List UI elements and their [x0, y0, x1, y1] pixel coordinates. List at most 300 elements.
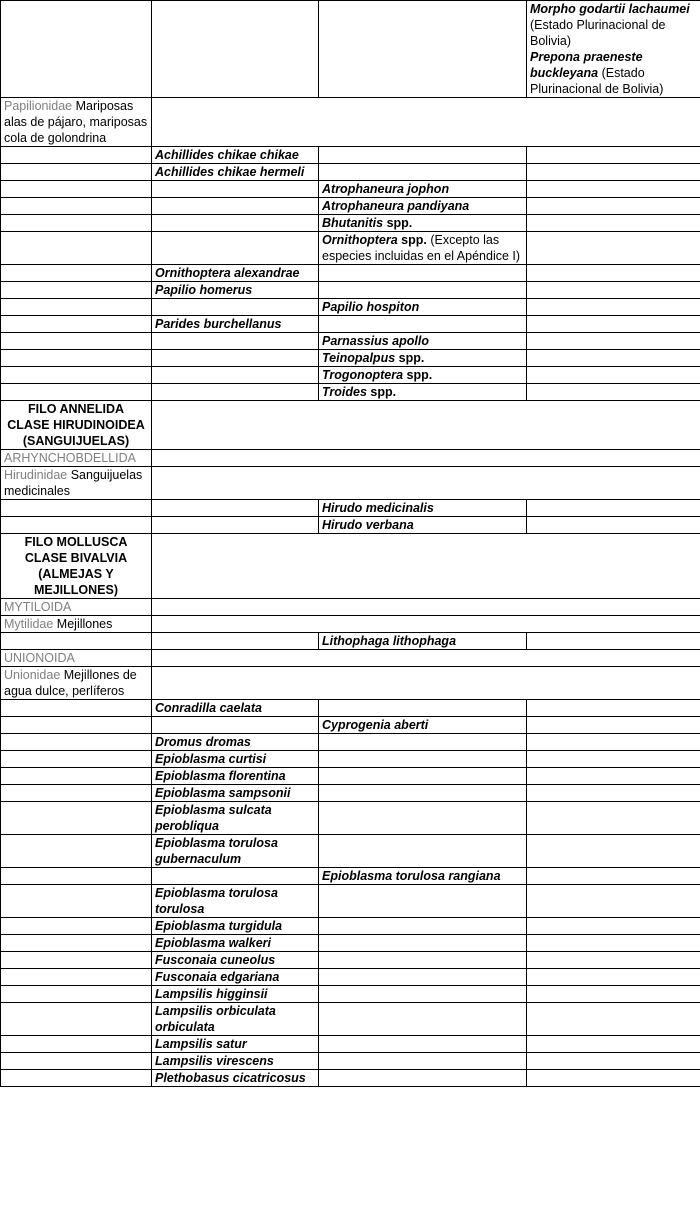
table-row	[1, 868, 700, 885]
merged-cell	[152, 667, 700, 700]
species-entry	[155, 802, 315, 834]
table-cell-col3	[319, 969, 527, 986]
table-row	[1, 500, 700, 517]
species-entry	[155, 885, 315, 917]
table-row	[1, 467, 700, 500]
table-row	[1, 969, 700, 986]
table-cell-col1	[1, 868, 152, 885]
table-cell-col2	[152, 265, 319, 282]
table-cell-col4	[527, 1070, 700, 1087]
table-cell-col3	[319, 802, 527, 835]
table-row	[1, 401, 700, 450]
table-cell-col1	[1, 700, 152, 717]
table-cell-col4	[527, 835, 700, 868]
table-cell-col1	[1, 785, 152, 802]
table-cell-col2	[152, 384, 319, 401]
table-cell-col3	[319, 868, 527, 885]
table-row	[1, 700, 700, 717]
table-cell-col2	[152, 215, 319, 232]
table-cell-col4	[527, 215, 700, 232]
table-row	[1, 802, 700, 835]
table-cell-col2	[152, 282, 319, 299]
table-cell-col1	[1, 969, 152, 986]
species-name: Parnassius apollo	[322, 334, 429, 348]
species-entry	[530, 1, 697, 49]
table-row	[1, 147, 700, 164]
order-cell: ARHYNCHOBDELLIDA	[1, 450, 152, 467]
species-annotation: spp.	[403, 368, 433, 382]
table-row	[1, 333, 700, 350]
species-entry	[322, 333, 523, 349]
table-cell-col2	[152, 717, 319, 734]
species-entry	[322, 717, 523, 733]
table-cell-col3	[319, 1070, 527, 1087]
table-row	[1, 316, 700, 333]
table-cell-col1	[1, 768, 152, 785]
species-entry	[155, 785, 315, 801]
species-name: Hirudo medicinalis	[322, 501, 434, 515]
table-row	[1, 650, 700, 667]
table-row	[1, 918, 700, 935]
table-cell-col4	[527, 1053, 700, 1070]
table-cell-col2	[152, 986, 319, 1003]
merged-cell	[152, 98, 700, 147]
table-cell-col3	[319, 633, 527, 650]
table-row	[1, 1, 700, 98]
species-name: Teinopalpus	[322, 351, 396, 365]
table-row	[1, 1070, 700, 1087]
table-cell-col2	[152, 1003, 319, 1036]
table-cell-col3	[319, 1036, 527, 1053]
table-cell-col2	[152, 198, 319, 215]
table-cell-col4	[527, 232, 700, 265]
species-entry	[155, 835, 315, 867]
species-entry	[322, 384, 523, 400]
table-cell-col1	[1, 918, 152, 935]
table-cell-col1	[1, 717, 152, 734]
table-row	[1, 952, 700, 969]
species-name: Papilio homerus	[155, 283, 253, 297]
table-cell-col4	[527, 384, 700, 401]
table-cell-col2	[152, 785, 319, 802]
table-cell-col3	[319, 717, 527, 734]
family-cell	[1, 98, 152, 147]
species-name: Epioblasma sulcata perobliqua	[155, 803, 272, 833]
table-row	[1, 616, 700, 633]
species-annotation: spp.	[383, 216, 413, 230]
table-cell-col1	[1, 1036, 152, 1053]
table-cell-col1	[1, 500, 152, 517]
table-row	[1, 367, 700, 384]
table-cell-col4	[527, 147, 700, 164]
table-cell-col4	[527, 717, 700, 734]
table-cell-col2	[152, 1, 319, 98]
phylum-class-heading: FILO MOLLUSCA CLASE BIVALVIA (ALMEJAS Y MEJILLONES)	[1, 534, 152, 599]
table-cell-col1	[1, 181, 152, 198]
table-cell-col2	[152, 935, 319, 952]
species-name: Bhutanitis	[322, 216, 384, 230]
species-entry	[322, 350, 523, 366]
species-entry	[155, 700, 315, 716]
table-row	[1, 885, 700, 918]
species-name: Epioblasma florentina	[155, 769, 286, 783]
merged-cell	[152, 467, 700, 500]
table-cell-col4	[527, 367, 700, 384]
family-cell	[1, 467, 152, 500]
table-cell-col4	[527, 935, 700, 952]
table-row	[1, 1053, 700, 1070]
family-name: Hirudinidae	[4, 468, 68, 482]
species-name: Ornithoptera alexandrae	[155, 266, 300, 280]
table-cell-col3	[319, 918, 527, 935]
table-cell-col4	[527, 198, 700, 215]
table-cell-col2	[152, 333, 319, 350]
table-row	[1, 835, 700, 868]
table-row	[1, 717, 700, 734]
table-row	[1, 164, 700, 181]
table-cell-col3	[319, 147, 527, 164]
table-cell-col1	[1, 751, 152, 768]
table-cell-col2	[152, 517, 319, 534]
species-name: Dromus dromas	[155, 735, 251, 749]
species-name: Lithophaga lithophaga	[322, 634, 457, 648]
table-cell-col1	[1, 265, 152, 282]
species-name: Epioblasma torulosa torulosa	[155, 886, 278, 916]
table-row	[1, 534, 700, 599]
table-cell-col2	[152, 918, 319, 935]
table-cell-col3	[319, 751, 527, 768]
table-cell-col2	[152, 768, 319, 785]
table-cell-col4	[527, 734, 700, 751]
table-cell-col3	[319, 333, 527, 350]
table-cell-col2	[152, 835, 319, 868]
species-entry	[155, 952, 315, 968]
table-row	[1, 734, 700, 751]
table-cell-col1	[1, 333, 152, 350]
species-name: Atrophaneura pandiyana	[322, 199, 470, 213]
table-cell-col2	[152, 952, 319, 969]
table-cell-col1	[1, 935, 152, 952]
species-entry	[155, 751, 315, 767]
merged-cell	[152, 616, 700, 633]
species-name: Papilio hospiton	[322, 300, 420, 314]
table-cell-col3	[319, 282, 527, 299]
table-cell-col4	[527, 1036, 700, 1053]
species-name: Plethobasus cicatricosus	[155, 1071, 306, 1085]
table-cell-col3	[319, 1053, 527, 1070]
table-cell-col1	[1, 1053, 152, 1070]
species-entry	[322, 181, 523, 197]
species-name: Lampsilis higginsii	[155, 987, 268, 1001]
merged-cell	[152, 450, 700, 467]
table-cell-col4	[527, 969, 700, 986]
species-annotation: (Estado Plurinacional de Bolivia)	[530, 18, 666, 48]
table-cell-col3	[319, 952, 527, 969]
table-cell-col2	[152, 1053, 319, 1070]
table-cell-col1	[1, 986, 152, 1003]
table-cell-col4	[527, 868, 700, 885]
table-row	[1, 633, 700, 650]
species-name: Cyprogenia aberti	[322, 718, 429, 732]
table-cell-col3	[319, 935, 527, 952]
table-row	[1, 517, 700, 534]
table-cell-col4	[527, 768, 700, 785]
species-entry	[155, 935, 315, 951]
table-row	[1, 282, 700, 299]
species-entry	[530, 49, 697, 97]
table-cell-col4	[527, 333, 700, 350]
table-cell-col1	[1, 1070, 152, 1087]
species-entry	[155, 969, 315, 985]
table-cell-col1	[1, 350, 152, 367]
table-cell-col2	[152, 316, 319, 333]
species-entry	[322, 517, 523, 533]
species-name: Lampsilis satur	[155, 1037, 247, 1051]
table-cell-col2	[152, 969, 319, 986]
species-entry	[322, 215, 523, 231]
table-cell-col3	[319, 181, 527, 198]
species-name: Prepona praeneste buckleyana	[530, 50, 643, 80]
species-name: Troides	[322, 385, 367, 399]
species-name: Epioblasma walkeri	[155, 936, 272, 950]
table-cell-col3	[319, 785, 527, 802]
table-cell-col3	[319, 1, 527, 98]
table-cell-col4	[527, 633, 700, 650]
species-annotation: spp.	[395, 351, 425, 365]
table-cell-col2	[152, 734, 319, 751]
table-cell-col4	[527, 918, 700, 935]
table-row	[1, 232, 700, 265]
table-cell-col1	[1, 734, 152, 751]
table-cell-col4	[527, 802, 700, 835]
family-cell	[1, 667, 152, 700]
table-cell-col1	[1, 367, 152, 384]
table-cell-col4	[527, 316, 700, 333]
species-entry	[155, 1003, 315, 1035]
table-cell-col3	[319, 885, 527, 918]
table-cell-col4	[527, 181, 700, 198]
table-cell-col4	[527, 517, 700, 534]
family-name: Papilionidae	[4, 99, 73, 113]
species-qualifier: spp.	[397, 233, 427, 247]
table-cell-col4	[527, 885, 700, 918]
table-cell-col1	[1, 282, 152, 299]
table-cell-col3	[319, 232, 527, 265]
species-name: Epioblasma turgidula	[155, 919, 283, 933]
species-entry	[322, 299, 523, 315]
species-entry	[322, 198, 523, 214]
species-name: Achillides chikae chikae	[155, 148, 299, 162]
table-cell-col1	[1, 1, 152, 98]
table-cell-col3	[319, 367, 527, 384]
table-cell-col2	[152, 700, 319, 717]
table-cell-col3	[319, 500, 527, 517]
table-cell-col2	[152, 633, 319, 650]
family-common-name: Mejillones	[53, 617, 113, 631]
table-cell-col4	[527, 282, 700, 299]
table-cell-col2	[152, 885, 319, 918]
table-cell-col3	[319, 1003, 527, 1036]
table-cell-col1	[1, 835, 152, 868]
table-row	[1, 1036, 700, 1053]
species-name: Achillides chikae hermeli	[155, 165, 305, 179]
species-name: Atrophaneura jophon	[322, 182, 450, 196]
family-name: Unionidae	[4, 668, 61, 682]
table-row	[1, 215, 700, 232]
species-table-body	[1, 1, 700, 1087]
table-cell-col2	[152, 299, 319, 316]
table-cell-col4	[527, 164, 700, 181]
species-name: Lampsilis virescens	[155, 1054, 274, 1068]
table-cell-col3	[319, 350, 527, 367]
table-row	[1, 599, 700, 616]
table-cell-col2	[152, 868, 319, 885]
table-cell-col1	[1, 198, 152, 215]
table-cell-col3	[319, 316, 527, 333]
merged-cell	[152, 599, 700, 616]
table-cell-col2	[152, 147, 319, 164]
table-cell-col3	[319, 734, 527, 751]
table-cell-col3	[319, 835, 527, 868]
species-name: Lampsilis orbiculata orbiculata	[155, 1004, 276, 1034]
table-cell-col4	[527, 986, 700, 1003]
table-cell-col1	[1, 517, 152, 534]
family-common-name: Mariposas alas de pájaro, mariposas cola de golondrina	[4, 99, 148, 145]
species-entry	[155, 265, 315, 281]
table-cell-col1	[1, 1003, 152, 1036]
table-cell-col1	[1, 952, 152, 969]
species-name: Epioblasma curtisi	[155, 752, 267, 766]
table-cell-col2	[152, 181, 319, 198]
table-cell-col3	[319, 986, 527, 1003]
table-cell-col3	[319, 517, 527, 534]
table-row	[1, 198, 700, 215]
species-name: Fusconaia edgariana	[155, 970, 280, 984]
table-row	[1, 450, 700, 467]
table-cell-col4	[527, 1003, 700, 1036]
table-cell-col2	[152, 751, 319, 768]
species-entry	[155, 734, 315, 750]
species-name: Epioblasma torulosa gubernaculum	[155, 836, 278, 866]
table-cell-col4	[527, 500, 700, 517]
species-name: Parides burchellanus	[155, 317, 282, 331]
species-name: Hirudo verbana	[322, 518, 414, 532]
species-name: Morpho godartii lachaumei	[530, 2, 690, 16]
table-cell-col2	[152, 164, 319, 181]
species-entry	[155, 316, 315, 332]
species-entry	[155, 768, 315, 784]
table-cell-col3	[319, 384, 527, 401]
table-cell-col3	[319, 299, 527, 316]
table-cell-col1	[1, 147, 152, 164]
table-cell-col4	[527, 952, 700, 969]
table-cell-col1	[1, 299, 152, 316]
species-name: Ornithoptera	[322, 233, 398, 247]
table-row	[1, 384, 700, 401]
table-cell-col1	[1, 215, 152, 232]
species-entry	[155, 986, 315, 1002]
table-row	[1, 299, 700, 316]
species-name: Epioblasma torulosa rangiana	[322, 869, 501, 883]
table-cell-col3	[319, 265, 527, 282]
table-cell-col2	[152, 367, 319, 384]
order-cell: UNIONOIDA	[1, 650, 152, 667]
family-cell	[1, 616, 152, 633]
table-cell-col1	[1, 232, 152, 265]
table-cell-col3	[319, 768, 527, 785]
species-entry	[155, 1036, 315, 1052]
table-cell-col3	[319, 164, 527, 181]
species-annotation: (Excepto las especies incluidas en el Apéndice I)	[322, 233, 521, 263]
merged-cell	[152, 650, 700, 667]
table-row	[1, 986, 700, 1003]
table-row	[1, 1003, 700, 1036]
table-cell-col4	[527, 751, 700, 768]
table-cell-col4	[527, 265, 700, 282]
species-entry	[322, 232, 523, 264]
phylum-class-heading: FILO ANNELIDA CLASE HIRUDINOIDEA (SANGUIJUELAS)	[1, 401, 152, 450]
table-row	[1, 98, 700, 147]
merged-cell	[152, 401, 700, 450]
species-annotation: (Estado Plurinacional de Bolivia)	[530, 66, 664, 96]
table-cell-col4	[527, 785, 700, 802]
table-row	[1, 181, 700, 198]
family-name: Mytilidae	[4, 617, 54, 631]
species-entry	[322, 868, 523, 884]
species-entry	[155, 147, 315, 163]
family-common-name: Sanguijuelas medicinales	[4, 468, 143, 498]
table-cell-col2	[152, 500, 319, 517]
table-cell-col4	[527, 299, 700, 316]
table-cell-col2	[152, 350, 319, 367]
species-name: Fusconaia cuneolus	[155, 953, 276, 967]
table-row	[1, 265, 700, 282]
table-cell-col3	[319, 215, 527, 232]
species-entry	[155, 1053, 315, 1069]
species-entry	[155, 918, 315, 934]
species-entry	[155, 1070, 315, 1086]
species-name: Trogonoptera	[322, 368, 404, 382]
table-row	[1, 667, 700, 700]
table-cell-col2	[152, 1036, 319, 1053]
table-cell-col1	[1, 164, 152, 181]
order-cell: MYTILOIDA	[1, 599, 152, 616]
table-cell-col3	[319, 700, 527, 717]
table-row	[1, 785, 700, 802]
species-entry	[322, 367, 523, 383]
table-cell-col1	[1, 316, 152, 333]
merged-cell	[152, 534, 700, 599]
table-cell-col4	[527, 700, 700, 717]
species-entry	[155, 164, 315, 180]
table-cell-col2	[152, 232, 319, 265]
table-cell-col1	[1, 384, 152, 401]
table-row	[1, 751, 700, 768]
table-row	[1, 350, 700, 367]
table-row	[1, 768, 700, 785]
table-cell-col1	[1, 885, 152, 918]
family-common-name: Mejillones de agua dulce, perlíferos	[4, 668, 137, 698]
species-annotation: spp.	[366, 385, 397, 399]
species-entry	[322, 500, 523, 516]
table-row	[1, 935, 700, 952]
table-cell-col4	[527, 350, 700, 367]
table-cell-col1	[1, 802, 152, 835]
table-cell-col3	[319, 198, 527, 215]
species-name: Epioblasma sampsonii	[155, 786, 291, 800]
species-entry	[155, 282, 315, 298]
table-cell-col2	[152, 1070, 319, 1087]
